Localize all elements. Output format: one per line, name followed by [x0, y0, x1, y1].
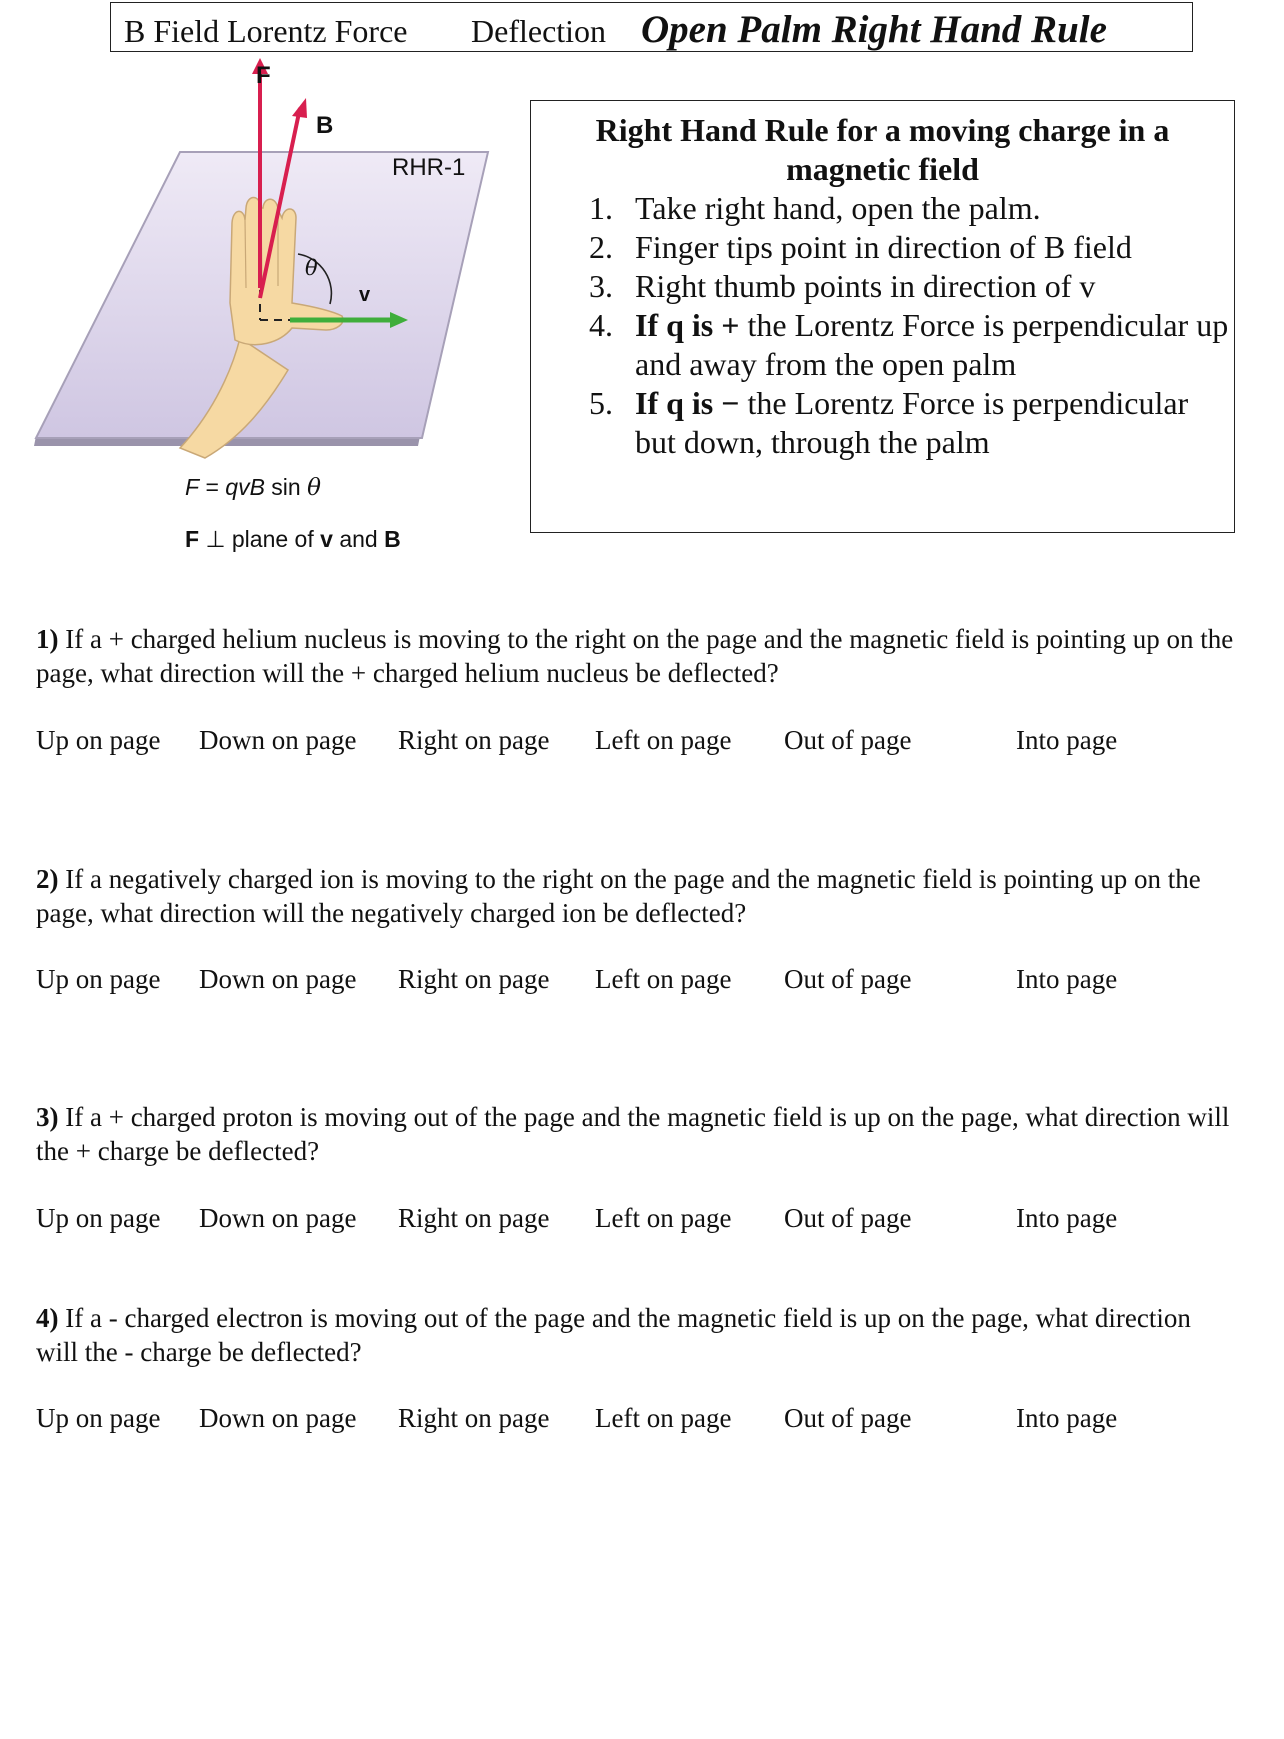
perp-text: plane of [231, 526, 321, 552]
perp-b: B [384, 526, 401, 552]
choice-down[interactable]: Down on page [199, 1403, 357, 1433]
rule-item-bold: If q is + [635, 307, 748, 343]
choice-into-page[interactable]: Into page [1016, 1403, 1118, 1433]
answer-choices-1 [36, 725, 1236, 759]
header-subtopic: Deflection [471, 13, 607, 49]
answer-choices-3 [36, 1203, 1236, 1237]
choice-left[interactable]: Left on page [595, 964, 732, 994]
perpendicular-statement [185, 526, 401, 553]
choice-out-of-page[interactable]: Out of page [784, 1403, 912, 1433]
choice-into-page[interactable]: Into page [1016, 1203, 1118, 1233]
field-label: B [316, 112, 334, 139]
rule-item-text: the Lorentz Force is perpendicular but down, through the palm [635, 385, 1189, 460]
choice-out-of-page[interactable]: Out of page [784, 1203, 912, 1233]
question-1 [36, 622, 1236, 690]
rule-item [589, 228, 1229, 267]
rule-item [589, 189, 1229, 228]
rule-item [589, 267, 1229, 306]
rule-item-text: the Lorentz Force is perpendicular up and away from the open palm [635, 307, 1229, 382]
choice-down[interactable]: Down on page [199, 725, 357, 755]
formula-lhs: F [185, 474, 200, 500]
choice-right[interactable]: Right on page [398, 1403, 550, 1433]
question-number: 1) [36, 624, 59, 654]
perp-and: and [332, 526, 385, 552]
rule-box [530, 100, 1235, 533]
choice-right[interactable]: Right on page [398, 1203, 550, 1233]
rule-item-bold: If q is − [635, 385, 748, 421]
choice-down[interactable]: Down on page [199, 1203, 357, 1233]
rule-box-title: Right Hand Rule for a moving charge in a magnetic field [595, 112, 1170, 187]
question-4 [36, 1301, 1236, 1369]
question-text: If a + charged proton is moving out of the page and the magnetic field is up on the page, what direction will the + charge be deflected? [36, 1102, 1230, 1166]
perp-force: F [185, 526, 200, 552]
velocity-label: v [359, 284, 371, 306]
rule-item-number: 4. [589, 307, 613, 343]
choice-left[interactable]: Left on page [595, 1203, 732, 1233]
choice-up[interactable]: Up on page [36, 1403, 161, 1433]
formula-theta: θ [307, 475, 321, 501]
choice-right[interactable]: Right on page [398, 725, 550, 755]
rule-item-number: 2. [589, 229, 613, 265]
choice-out-of-page[interactable]: Out of page [784, 964, 912, 994]
choice-up[interactable]: Up on page [36, 964, 161, 994]
rule-item-text: Right thumb points in direction of v [635, 268, 1096, 304]
choice-right[interactable]: Right on page [398, 964, 550, 994]
question-text: If a + charged helium nucleus is moving to the right on the page and the magnetic field is pointing up on the page, what direction will the + charged helium nucleus be deflected? [36, 624, 1234, 688]
choice-into-page[interactable]: Into page [1016, 725, 1118, 755]
rule-list [589, 189, 1229, 462]
answer-choices-2 [36, 964, 1236, 998]
plane-label: RHR-1 [392, 154, 466, 181]
angle-label: θ [305, 256, 318, 280]
b-field-arrowhead [292, 98, 307, 118]
rule-item-number: 3. [589, 268, 613, 304]
choice-down[interactable]: Down on page [199, 964, 357, 994]
question-text: If a - charged electron is moving out of the page and the magnetic field is up on the page, what direction will the - charge be deflected? [36, 1303, 1191, 1367]
choice-left[interactable]: Left on page [595, 1403, 732, 1433]
rule-item-text: Take right hand, open the palm. [635, 190, 1041, 226]
question-2 [36, 862, 1236, 930]
header-rule-name: Open Palm Right Hand Rule [641, 8, 1107, 51]
rule-item-text: Finger tips point in direction of B field [635, 229, 1132, 265]
force-label: F [256, 62, 271, 89]
choice-out-of-page[interactable]: Out of page [784, 725, 912, 755]
answer-choices-4 [36, 1403, 1236, 1437]
rule-item [589, 306, 1229, 384]
rule-item-number: 1. [589, 190, 613, 226]
question-number: 3) [36, 1102, 59, 1132]
choice-left[interactable]: Left on page [595, 725, 732, 755]
question-number: 4) [36, 1303, 59, 1333]
formula-qvb: qvB [225, 474, 265, 500]
formula-eq: = [199, 474, 226, 500]
formula-sin: sin [264, 474, 308, 500]
header-topic: B Field Lorentz Force [124, 13, 408, 49]
rule-item [589, 384, 1229, 462]
perp-symbol: ⊥ [199, 526, 232, 552]
rule-item-number: 5. [589, 385, 613, 421]
question-3 [36, 1100, 1236, 1168]
choice-up[interactable]: Up on page [36, 725, 161, 755]
header-box [110, 2, 1193, 52]
choice-up[interactable]: Up on page [36, 1203, 161, 1233]
choice-into-page[interactable]: Into page [1016, 964, 1118, 994]
perp-v: v [320, 526, 333, 552]
question-number: 2) [36, 864, 59, 894]
force-formula [185, 474, 321, 501]
question-text: If a negatively charged ion is moving to the right on the page and the magnetic field is pointing up on the page, what direction will the negatively charged ion be deflected? [36, 864, 1201, 928]
